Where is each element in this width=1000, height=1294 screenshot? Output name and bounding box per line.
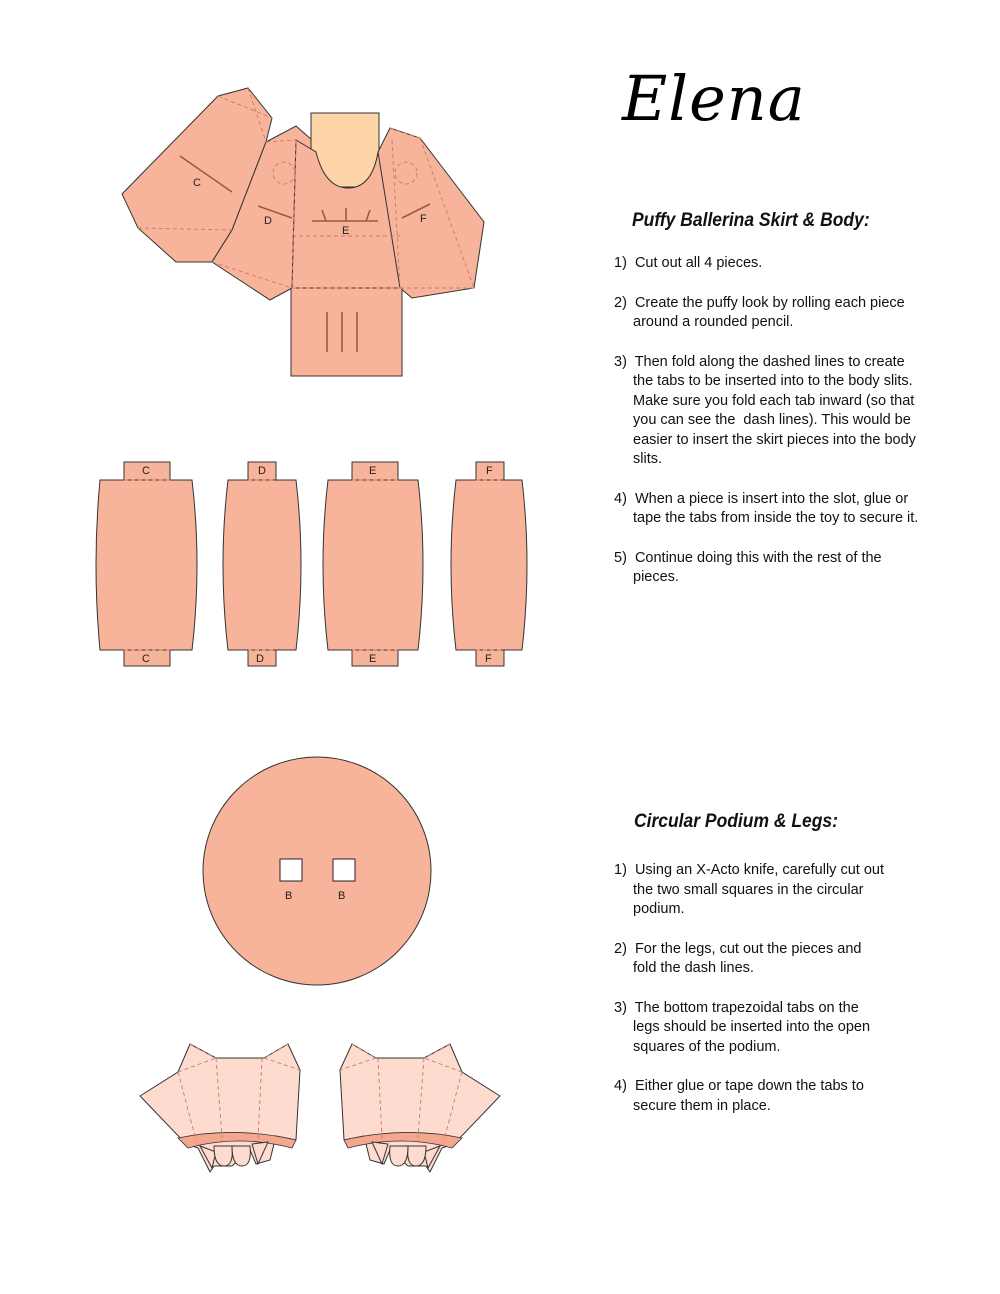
skirt-c-top-label: C <box>142 465 150 477</box>
podium-slot-left-label: B <box>285 890 293 902</box>
circular-podium <box>203 757 431 985</box>
podium-step: 1) Using an X-Acto knife, carefully cut out the two small squares in the circular podium. <box>614 862 889 917</box>
skirt-d-top-label: D <box>258 465 266 477</box>
podium-section-heading: Circular Podium & Legs: <box>634 811 838 832</box>
label-c: C <box>193 177 201 189</box>
label-f: F <box>420 213 427 225</box>
skirt-f-top-label: F <box>486 465 493 477</box>
skirt-c-bottom-label: C <box>142 653 150 665</box>
podium-slot-right <box>333 859 355 881</box>
skirt-piece-e <box>323 462 423 666</box>
skirt-step: 4) When a piece is insert into the slot, glue or tape the tabs from inside the toy to secure it. <box>614 490 919 526</box>
body-template <box>122 88 484 376</box>
podium-step: 2) For the legs, cut out the pieces and fold the dash lines. <box>614 940 866 976</box>
skirt-d-bottom-label: D <box>256 653 264 665</box>
label-d: D <box>264 215 272 227</box>
podium-step: 3) The bottom trapezoidal tabs on the legs should be inserted into the open squares of the podium. <box>614 999 875 1055</box>
label-e: E <box>342 225 350 237</box>
skirt-e-top-label: E <box>369 465 377 477</box>
podium-step: 4) Either glue or tape down the tabs to secure them in place. <box>614 1078 868 1114</box>
skirt-section-heading: Puffy Ballerina Skirt & Body: <box>632 210 870 231</box>
podium-slot-left <box>280 859 302 881</box>
skirt-steps-list <box>614 254 919 608</box>
skirt-step: 5) Continue doing this with the rest of the pieces. <box>614 549 886 585</box>
skirt-e-bottom-label: E <box>369 653 377 665</box>
skirt-step: 3) Then fold along the dashed lines to create the tabs to be inserted into to the body slits. Make sure you fold each tab inward (so that you can see the dash lines). This would be easier to insert the skirt pieces into the body slits. <box>614 353 920 467</box>
skirt-step: 2) Create the puffy look by rolling each piece around a rounded pencil. <box>614 294 909 330</box>
skirt-piece-f <box>451 462 527 666</box>
skirt-step: 1) Cut out all 4 pieces. <box>614 255 763 271</box>
leg-right <box>340 1044 500 1172</box>
skirt-piece-c <box>96 462 197 666</box>
podium-steps-list <box>614 861 889 1136</box>
leg-left <box>140 1044 300 1172</box>
body-bottom <box>291 288 402 376</box>
podium-slot-right-label: B <box>338 890 346 902</box>
skirt-f-bottom-label: F <box>485 653 492 665</box>
page-title: Elena <box>622 62 806 135</box>
skirt-pieces <box>96 462 527 666</box>
skirt-piece-d <box>223 462 301 666</box>
